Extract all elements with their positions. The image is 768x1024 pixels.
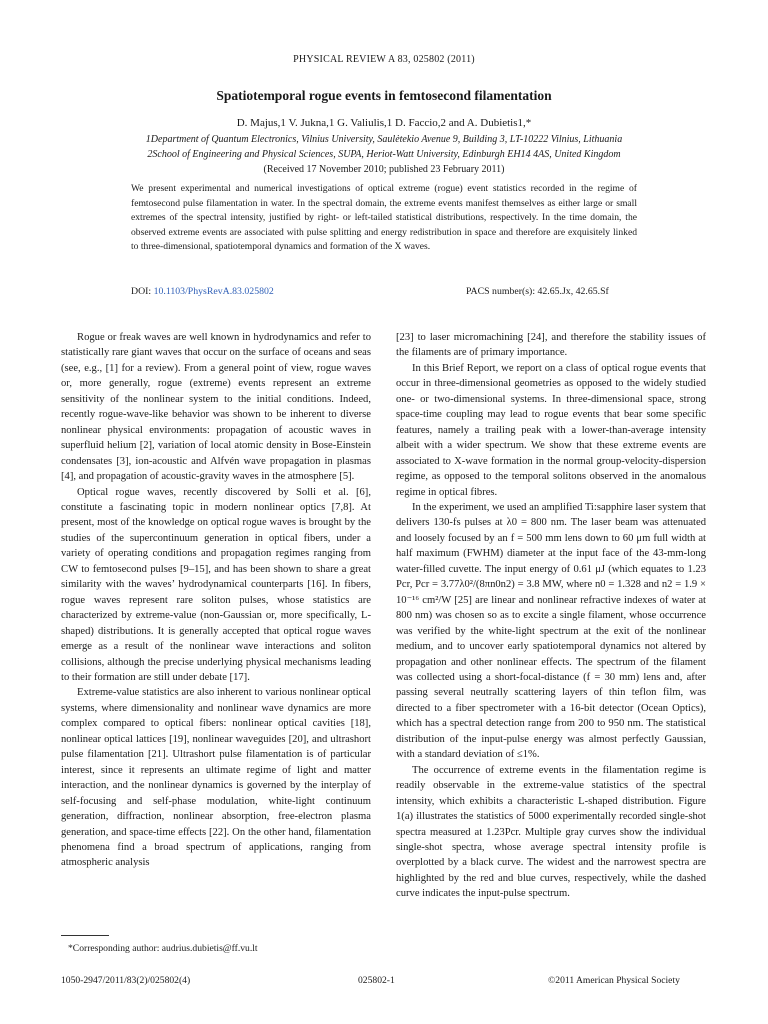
paragraph: The occurrence of extreme events in the filamentation regime is readily observable in the extreme-value statistics of the spectral intensity, which exhibits a characteristic L-shaped distribution. Figure 1(a) illustrates the statistics of 5000 experimentally recorded single-shot spectra measured at 1.23Pcr. Multiple gray curves show the individual single-shot spectra, whose average spectral intensity profile is overplotted by a black curve. The widest and the narrowest spectra are highlighted by the red and blue curves, respectively, while the dashed curve indicates the input-pulse spectrum. xyxy=(396,764,706,900)
right-column xyxy=(396,330,706,902)
paragraph: [23] to laser micromachining [24], and therefore the stability issues of the filaments are of primary importance. xyxy=(396,332,706,359)
doi-label: DOI: xyxy=(131,286,152,297)
affiliation-2: 2School of Engineering and Physical Sciences, SUPA, Heriot-Watt University, Edinburgh EH14 4AS, United Kingdom xyxy=(147,149,621,160)
doi-link[interactable]: 10.1103/PhysRevA.83.025802 xyxy=(153,286,274,297)
paragraph: Extreme-value statistics are also inherent to various nonlinear optical systems, where dimensionality and nonlinear wave dynamics are more complex compared to optical fibers: nonlinear optical cavities [18], nonlinear optical lattices [19], nonlinear waveguides [20], and ultrashort pulse filamentation [21]. Ultrashort pulse filamentation is of particular interest, since it represents an ultimate regime of light and matter interaction, and the nonlinear dynamics is governed by the interplay of self-focusing and self-phase modulation, white-light continuum generation, diffraction, nonlinear absorption, free-electron plasma generation, and space-time effects [22]. On the other hand, filamentation phenomena find a broad spectrum of applications, ranging from atmospheric analysis xyxy=(61,687,371,869)
doi-line xyxy=(131,286,274,297)
footer-copyright: ©2011 American Physical Society xyxy=(548,975,680,986)
paper-title: Spatiotemporal rogue events in femtosecond filamentation xyxy=(216,88,552,103)
received-dates: (Received 17 November 2010; published 23 February 2011) xyxy=(263,164,505,175)
journal-header: PHYSICAL REVIEW A 83, 025802 (2011) xyxy=(293,54,475,65)
affiliation-1: 1Department of Quantum Electronics, Vilnius University, Saulėtekio Avenue 9, Building 3, LT-10222 Vilnius, Lithuania xyxy=(145,134,623,145)
pacs-numbers: PACS number(s): 42.65.Jx, 42.65.Sf xyxy=(466,286,609,297)
author-list: D. Majus,1 V. Jukna,1 G. Valiulis,1 D. Faccio,2 and A. Dubietis1,* xyxy=(236,117,532,129)
footnote-rule xyxy=(61,935,109,936)
paragraph: Optical rogue waves, recently discovered by Solli et al. [6], constitute a fascinating topic in modern nonlinear optics [7,8]. At present, most of the knowledge on optical rogue waves is brought by the studies of the supercontinuum generation in optical fibers, under a variety of operating conditions and propagation regimes ranging from CW to femtosecond pulses [9–15], and has been shown to share a great similarity with the waves’ hydrodynamical counterparts [16]. In fibers, rogue waves represent rare soliton pulses, whose statistics are characterized by extreme-value (non-Gaussian or, more specifically, L-shaped) distributions. It is generally accepted that optical rogue waves emerge as a result of the nonlinear wave interactions and soliton collisions, although the precise underlying physical mechanisms leading to their formation are still under debate [17]. xyxy=(61,486,371,683)
paragraph: Rogue or freak waves are well known in hydrodynamics and refer to statistically rare giant waves that occur on the surface of oceans and seas (see, e.g., [1] for a review). From a general point of view, rogue waves or, more generally, rogue (extreme) events represent an extreme sensitivity of the nonlinear system to the initial conditions. Indeed, recently rogue-wave-like behavior was shown to be inherent to diverse nonlinear physical environments: propagation of acoustic waves in superfluid helium [2], variation of local atomic density in Bose-Einstein condensates [3], ion-acoustic and Alfvén wave propagation in plasmas [4], and propagation of acoustic-gravity waves in the atmosphere [5]. xyxy=(61,332,371,483)
footer-issn: 1050-2947/2011/83(2)/025802(4) xyxy=(61,975,191,986)
footnote-corresponding-author: *Corresponding author: audrius.dubietis@ff.vu.lt xyxy=(68,943,258,954)
footer-page-number: 025802-1 xyxy=(358,975,395,986)
abstract: We present experimental and numerical investigations of optical extreme (rogue) event statistics recorded in the regime of femtosecond pulse filamentation in water. In the spectral domain, the extreme events manifest themselves as either large or small extremes of the spectral intensity, justified by right- or left-tailed statistical distributions, respectively. In the time domain, the observed extreme events are associated with pulse splitting and energy redistribution in space and therefore are exquisitely linked to three-dimensional, spatiotemporal dynamics and formation of the X waves. xyxy=(131,183,637,253)
paragraph: In this Brief Report, we report on a class of optical rogue events that occur in three-dimensional geometries as opposed to the widely studied one- or two-dimensional systems. In three-dimensional space, strong space-time coupling may lead to rogue events that bear some specific features, namely a trailing peak with a lower-than-average intensity albeit with a wider spectrum. We show that these extreme events are associated to X-wave formation in the normal group-velocity-dispersion regime, as opposed to the temporal solitons observed in the anomalous regime in optical fibres. xyxy=(396,362,706,498)
left-column xyxy=(61,330,371,871)
paragraph: In the experiment, we used an amplified Ti:sapphire laser system that delivers 130-fs pulses at λ0 = 800 nm. The laser beam was attenuated and loosely focused by an f = 500 mm lens down to 60 μm full width at half maximum (FWHM) diameter at the input face of the 43-mm-long water-filled cuvette. The input energy of 0.61 μJ (which equates to 1.23 Pcr, Pcr = 3.77λ0²/(8πn0n2) = 3.8 MW, where n0 = 1.328 and n2 = 1.9 × 10⁻¹⁶ cm²/W [25] are linear and nonlinear refractive indexes of water at 800 nm) was chosen so as to excite a single filament, whose occurrence was verified by the white-light spectrum at the exit of the nonlinear medium, and to uncover early spatiotemporal dynamics not altered by propagation and other nonlinear effects. The spectrum of the filament was collected using a short-focal-distance (f = 30 mm) lens and, after passing several neutrally scattering layers of thin teflon film, was directed to a fiber spectrometer with a 16-bit detector (Ocean Optics), which has a spectral detection range from 200 to 950 nm. The statistical distribution of the input-pulse energy was almost perfectly Gaussian, with a standard deviation of ≤1%. xyxy=(396,501,706,761)
